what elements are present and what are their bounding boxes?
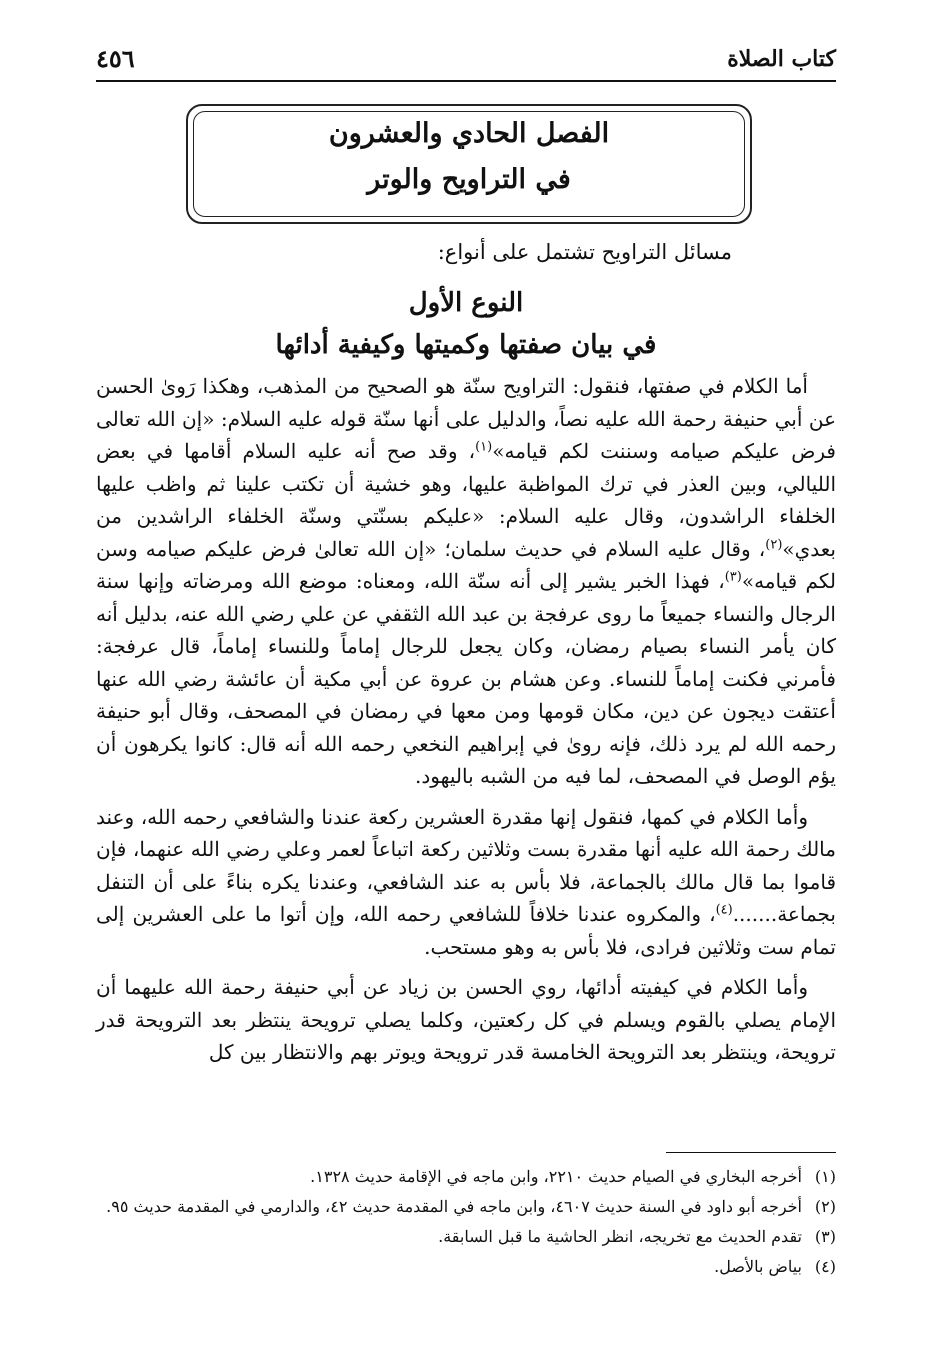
footnote-number: (١) — [814, 1167, 836, 1186]
paragraph-1-part-a: أما الكلام في صفتها، فنقول: التراويح سنّة هو الصحيح من المذهب، وهكذا رَوىٰ الحسن عن أبي حنيفة رحمة الله عليه نصاً، والدليل على أنها سنّة قوله عليه السلام: «إن الله تعالى فرض عليكم صيامه وسننت لكم قيامه» — [96, 374, 836, 463]
paragraph-1-part-c: ، وقال عليه السلام في حديث سلمان؛ «إن الله تعالىٰ فرض عليكم صيامه وسن لكم قيامه» — [96, 536, 837, 593]
footnote-marker-4: (٤) — [715, 902, 733, 918]
paragraph-3: وأما الكلام في كيفيته أدائها، روي الحسن بن زياد عن أبي حنيفة رحمة الله عليهما أن الإمام يصلي بالقوم ويسلم في كل ركعتين، وكلما يصلي ترويحة ينتظر بعد الترويحة قدر ترويحة، وينتظر بعد الترويحة الخامسة قدر ترويحة ويوتر بهم والانتظار بين كل — [96, 975, 836, 1064]
footnote-number: (٢) — [814, 1197, 836, 1216]
running-head — [96, 40, 836, 82]
paragraph-2-part-a: وأما الكلام في كمها، فنقول إنها مقدرة العشرين ركعة عندنا والشافعي رحمه الله، وعند مالك رحمة الله عليه أنها مقدرة بست وثلاثين ركعة اتباعاً لعمر وعلي رضي الله عنهما، فإن قاموا بما قال مالك بالجماعة، فلا بأس به عند الشافعي، وعندنا يكره بناءً على أن التنفل بجماعة....... — [96, 804, 836, 926]
footnote-3 — [96, 1224, 836, 1250]
footnote-2 — [96, 1194, 836, 1220]
footnote-text: بياض بالأصل. — [714, 1257, 802, 1276]
intro-line: مسائل التراويح تشتمل على أنواع: — [437, 240, 732, 264]
chapter-title-frame — [186, 104, 752, 224]
book-title: كتاب الصلاة — [727, 46, 836, 72]
footnotes — [96, 1164, 836, 1284]
paragraph-1 — [96, 370, 836, 793]
paragraph-2 — [96, 801, 836, 964]
footnote-number: (٤) — [814, 1257, 836, 1276]
paragraph-1-part-b: ، وقد صح أنه عليه السلام أقامها في بعض الليالي، وبين العذر في ترك المواظبة عليها، وهو خشية أن تكتب علينا ثم واظب عليها الخلفاء الراشدون، وقال عليه السلام: «عليكم بسنّتي وسنّة الخلفاء الراشدين من بعدي» — [96, 439, 836, 561]
chapter-title-line-1: الفصل الحادي والعشرون — [328, 118, 610, 149]
footnote-marker-1: (١) — [475, 439, 493, 455]
footnote-1 — [96, 1164, 836, 1190]
page-number: ٤٥٦ — [96, 44, 135, 73]
footnote-separator — [666, 1152, 836, 1153]
section-heading-2: في بيان صفتها وكميتها وكيفية أدائها — [275, 330, 657, 360]
footnote-marker-2: (٢) — [765, 536, 783, 552]
footnote-text: أخرجه أبو داود في السنة حديث ٤٦٠٧، وابن ماجه في المقدمة حديث ٤٢، والدارمي في المقدمة حديث ٩٥. — [106, 1197, 802, 1216]
footnote-text: أخرجه البخاري في الصيام حديث ٢٢١٠، وابن ماجه في الإقامة حديث ١٣٢٨. — [310, 1167, 802, 1186]
chapter-title-line-2: في التراويح والوتر — [367, 164, 571, 195]
footnote-4 — [96, 1254, 836, 1280]
footnote-marker-3: (٣) — [724, 569, 742, 585]
paragraph-2-part-b: ، والمكروه عندنا خلافاً للشافعي رحمه الله، وإن أتوا ما على العشرين إلى تمام ست وثلاثين فرادى، فلا بأس به وهو مستحب. — [96, 902, 836, 959]
paragraph-1-part-d: ، فهذا الخبر يشير إلى أنه سنّة الله، ومعناه: موضع الله ومرضاته وإنها سنة الرجال والنساء جميعاً ما روى عرفجة بن عبد الله الثقفي عن علي رضي الله عنه، بدليل أنه كان يأمر النساء بصيام رمضان، وكان يجعل للرجال إماماً وللنساء إماماً، قال عرفجة: فأمرني فكنت إماماً للنساء. وعن هشام بن عروة عن أبي مكية أن عائشة رضي الله عنها أعتقت ديجون عن دين، مكان قومها ومن معها في رمضان في المصحف، وقال أبو حنيفة رحمه الله لم يرد ذلك، فإنه روىٰ في إبراهيم النخعي رحمه الله أنه قال: كانوا يكرهون أن يؤم الوصل في المصحف، لما فيه من الشبه باليهود. — [96, 569, 836, 788]
section-heading-1: النوع الأول — [408, 288, 524, 318]
body-text — [96, 370, 836, 1077]
footnote-text: تقدم الحديث مع تخريجه، انظر الحاشية ما قبل السابقة. — [438, 1227, 802, 1246]
footnote-number: (٣) — [814, 1227, 836, 1246]
